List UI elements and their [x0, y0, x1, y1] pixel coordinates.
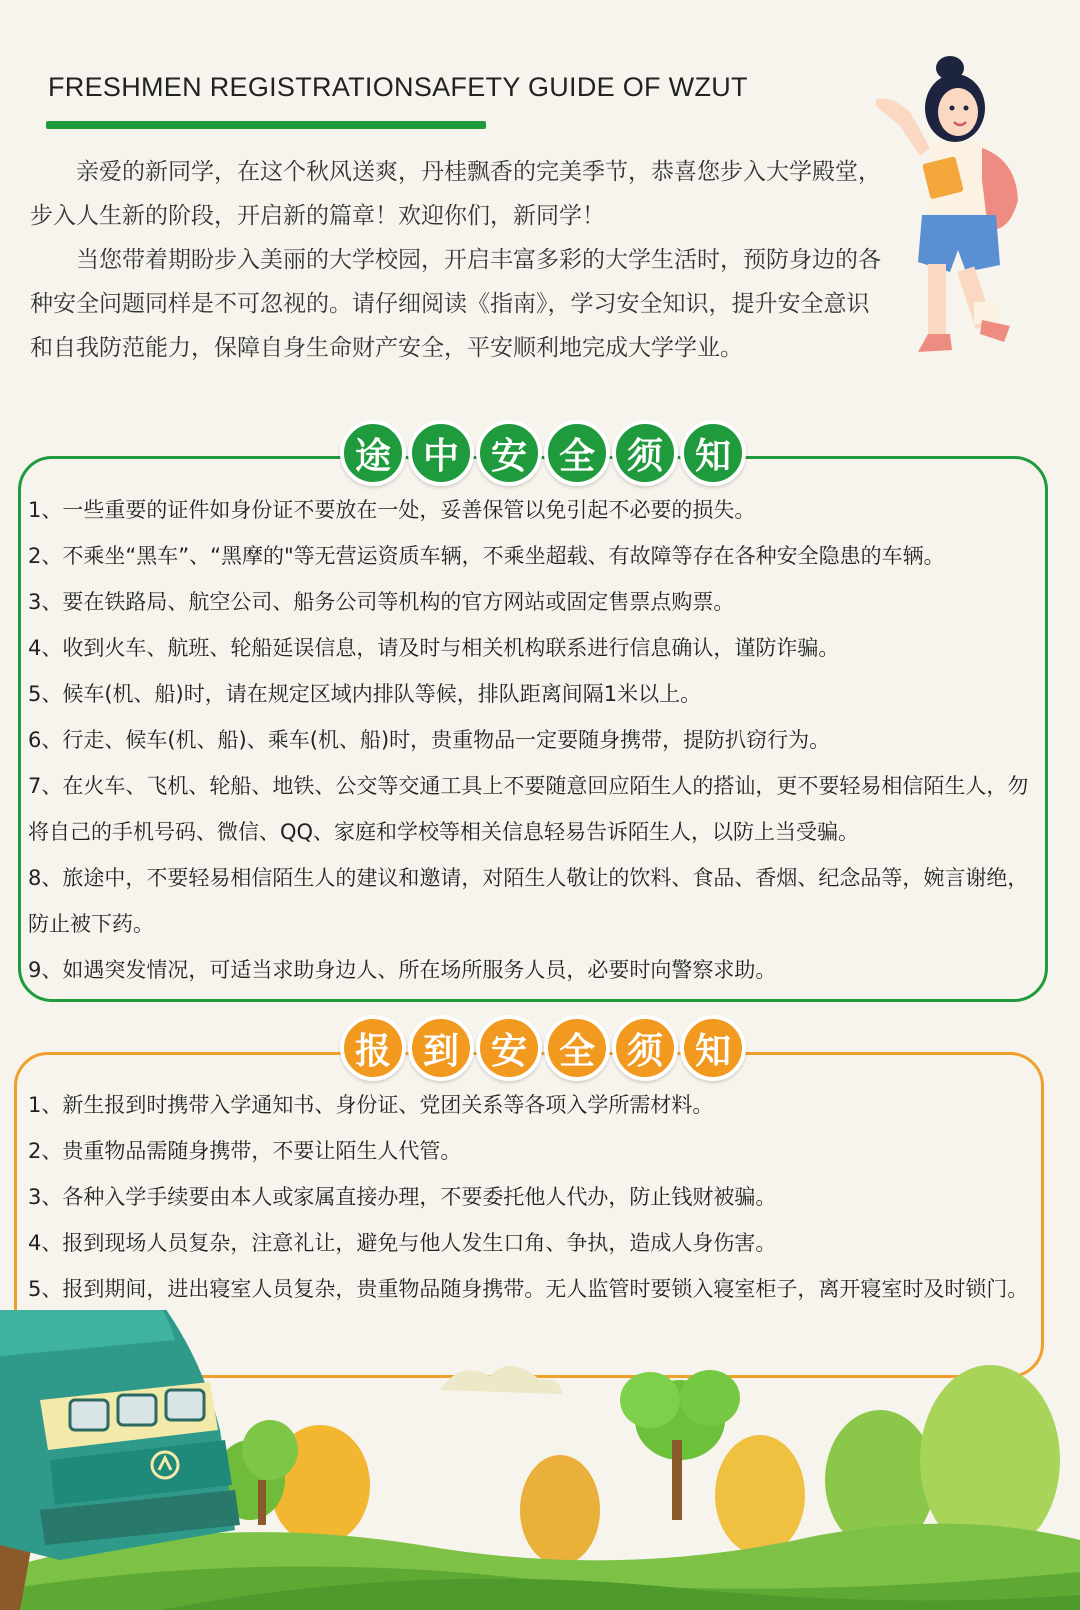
registration-safety-title	[340, 1015, 746, 1081]
intro-paragraph-1: 亲爱的新同学，在这个秋风送爽，丹桂飘香的完美季节，恭喜您步入大学殿堂，步入人生新的阶段，开启新的篇章！欢迎你们，新同学！	[30, 159, 881, 229]
list-item: 3、要在铁路局、航空公司、船务公司等机构的官方网站或固定售票点购票。	[28, 590, 735, 614]
list-item: 4、收到火车、航班、轮船延误信息，请及时与相关机构联系进行信息确认，谨防诈骗。	[28, 636, 840, 660]
list-item: 1、新生报到时携带入学通知书、身份证、党团关系等各项入学所需材料。	[28, 1093, 714, 1117]
title-underline	[46, 121, 486, 129]
title-char: 须	[612, 420, 678, 486]
travel-safety-title	[340, 420, 746, 486]
title-char: 安	[476, 1015, 542, 1081]
intro-paragraph-2: 当您带着期盼步入美丽的大学校园，开启丰富多彩的大学生活时，预防身边的各种安全问题同样是不可忽视的。请仔细阅读《指南》，学习安全知识，提升安全意识和自我防范能力，保障自身生命财产安全，平安顺利地完成大学学业。	[30, 247, 881, 361]
list-item: 6、行走、候车(机、船)、乘车(机、船)时，贵重物品一定要随身携带，提防扒窃行为。	[28, 728, 831, 752]
title-char: 知	[680, 1015, 746, 1081]
registration-safety-list	[28, 1082, 1034, 1312]
list-item: 1、一些重要的证件如身份证不要放在一处，妥善保管以免引起不必要的损失。	[28, 498, 756, 522]
list-item: 7、在火车、飞机、轮船、地铁、公交等交通工具上不要随意回应陌生人的搭讪，更不要轻易相信陌生人，勿将自己的手机号码、微信、QQ、家庭和学校等相关信息轻易告诉陌生人，以防上当受骗。	[28, 774, 1029, 844]
title-char: 知	[680, 420, 746, 486]
title-char: 全	[544, 1015, 610, 1081]
intro-text	[30, 150, 890, 370]
travel-safety-list	[28, 487, 1038, 993]
list-item: 5、候车(机、船)时，请在规定区域内排队等候，排队距离间隔1米以上。	[28, 682, 702, 706]
list-item: 5、报到期间，进出寝室人员复杂，贵重物品随身携带。无人监管时要锁入寝室柜子，离开寝室时及时锁门。	[28, 1277, 1029, 1301]
list-item: 4、报到现场人员复杂，注意礼让，避免与他人发生口角、争执，造成人身伤害。	[28, 1231, 777, 1255]
title-char: 报	[340, 1015, 406, 1081]
title-char: 安	[476, 420, 542, 486]
title-char: 到	[408, 1015, 474, 1081]
list-item: 3、各种入学手续要由本人或家属直接办理，不要委托他人代办，防止钱财被骗。	[28, 1185, 777, 1209]
title-char: 须	[612, 1015, 678, 1081]
title-char: 全	[544, 420, 610, 486]
list-item: 2、贵重物品需随身携带，不要让陌生人代管。	[28, 1139, 462, 1163]
title-char: 中	[408, 420, 474, 486]
student-girl-illustration	[870, 50, 1030, 370]
list-item: 2、不乘坐“黑车”、“黑摩的"等无营运资质车辆，不乘坐超载、有故障等存在各种安全隐患的车辆。	[28, 544, 945, 568]
page-title: FRESHMEN REGISTRATIONSAFETY GUIDE OF WZUT	[48, 72, 748, 102]
list-item: 9、如遇突发情况，可适当求助身边人、所在场所服务人员，必要时向警察求助。	[28, 958, 777, 982]
title-char: 途	[340, 420, 406, 486]
list-item: 8、旅途中，不要轻易相信陌生人的建议和邀请，对陌生人敬让的饮料、食品、香烟、纪念品等，婉言谢绝，防止被下药。	[28, 866, 1029, 936]
train-and-green-hills-illustration	[0, 1310, 1080, 1610]
